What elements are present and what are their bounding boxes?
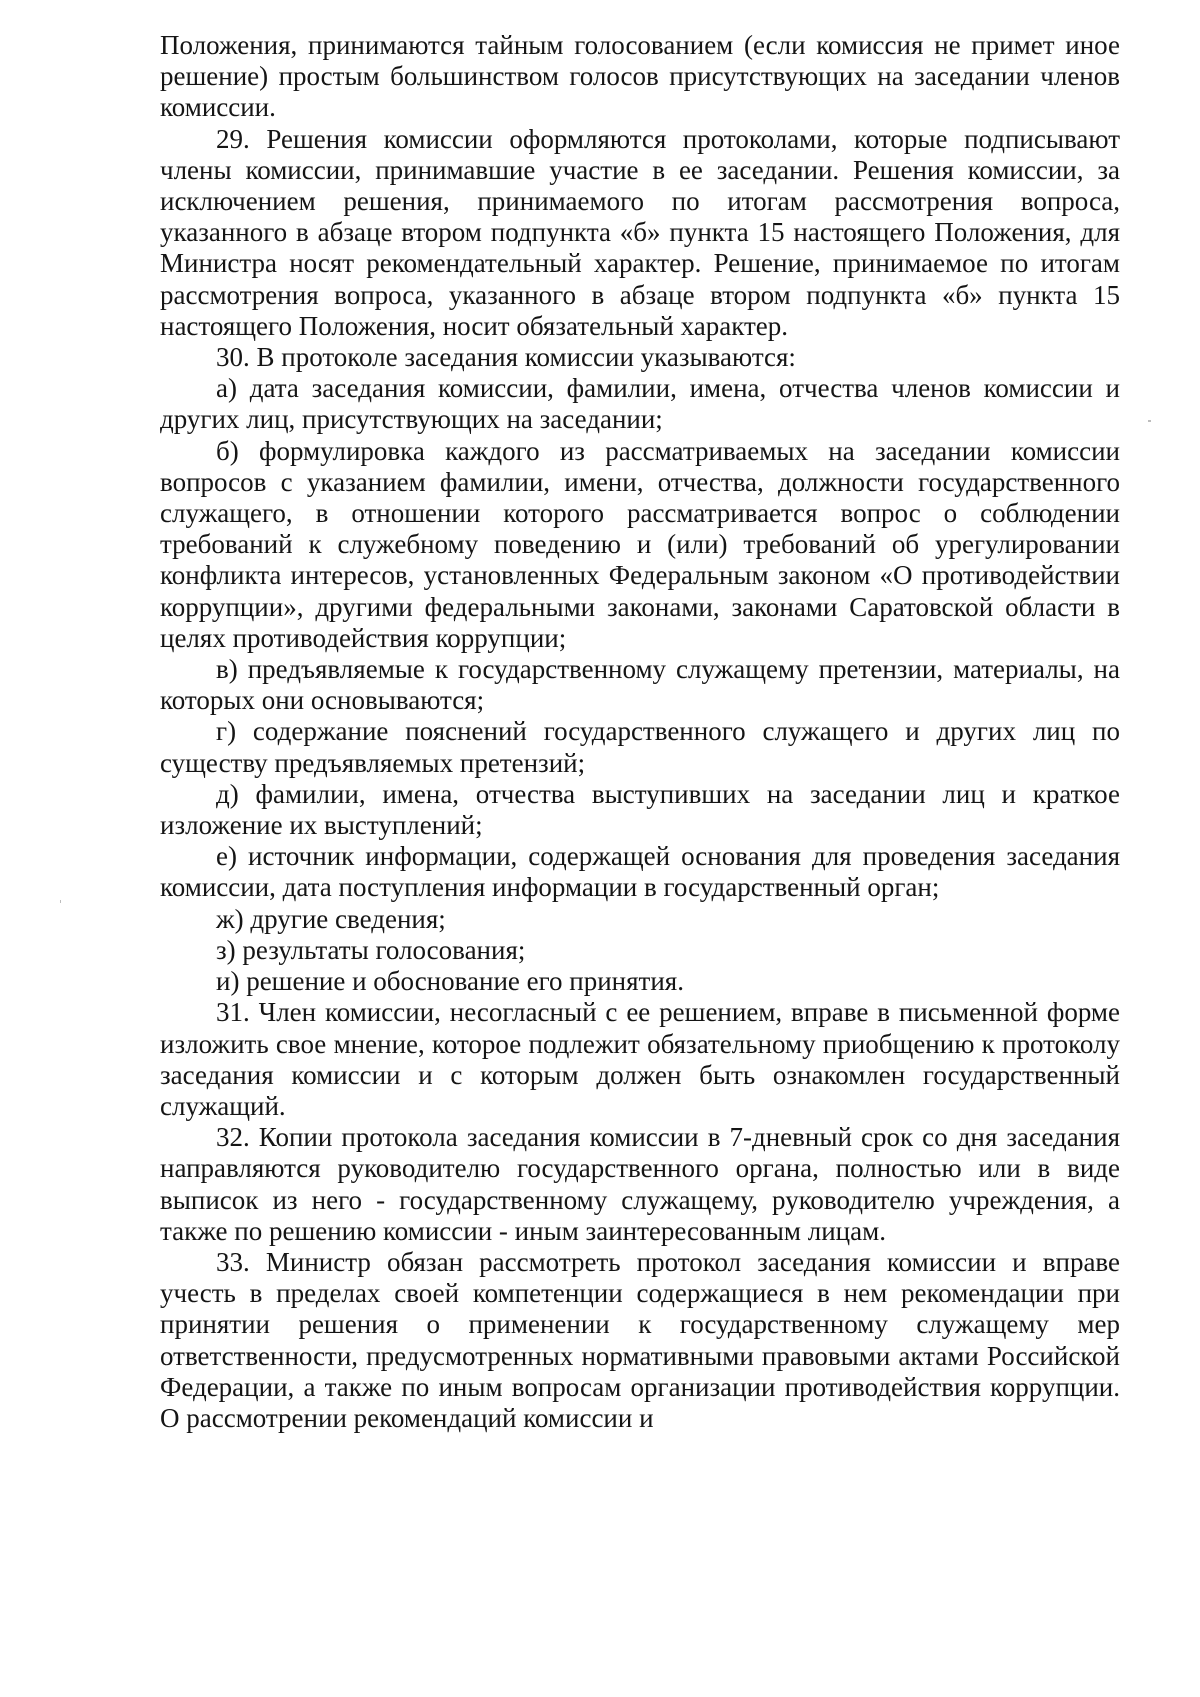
subitem-i: и) решение и обоснование его принятия.: [216, 966, 684, 997]
document-body: [160, 30, 1120, 1434]
paragraph-continuation: Положения, принимаются тайным голосованием (если комиссия не примет иное решение) простым большинством голосов присутствующих на заседании членов комиссии.: [160, 30, 1120, 123]
subitem-z: з) результаты голосования;: [216, 934, 526, 965]
subitem-v: в) предъявляемые к государственному служащему претензии, материалы, на которых они основываются;: [160, 654, 1120, 716]
paragraph-item-29: 29. Решения комиссии оформляются протоколами, которые подписывают члены комиссии, принимавшие участие в ее заседании. Решения комиссии, за исключением решения, принимаемого по итогам рассмотрения вопроса, указанного в абзаце втором подпункта «б» пункта 15 настоящего Положения, для Министра носят рекомендательный характер. Решение, принимаемое по итогам рассмотрения вопроса, указанного в абзаце втором подпункта «б» пункта 15 настоящего Положения, носит обязательный характер.: [160, 123, 1120, 341]
subitem-zh: ж) другие сведения;: [216, 903, 446, 934]
paragraph-item-30: 30. В протоколе заседания комиссии указываются:: [216, 342, 796, 373]
subitem-b: б) формулировка каждого из рассматриваемых на заседании комиссии вопросов с указанием фамилии, имени, отчества, должности государственного служащего, в отношении которого рассматривается вопрос о соблюдении требований к служебному поведению и (или) требований об урегулировании конфликта интересов, установленных Федеральным законом «О противодействии коррупции», другими федеральными законами, законами Саратовской области в целях противодействия коррупции;: [160, 435, 1120, 653]
subitem-g: г) содержание пояснений государственного служащего и других лиц по существу предъявляемых претензий;: [160, 716, 1120, 778]
scan-speck: [60, 900, 61, 903]
paragraph-item-32: 32. Копии протокола заседания комиссии в 7-дневный срок со дня заседания направляются руководителю государственного органа, полностью или в виде выписок из него - государственному служащему, руководителю учреждения, а также по решению комиссии - иным заинтересованным лицам.: [160, 1122, 1120, 1246]
scan-speck: [1148, 420, 1151, 422]
subitem-e: е) источник информации, содержащей основания для проведения заседания комиссии, дата поступления информации в государственный орган;: [160, 841, 1120, 903]
paragraph-item-33: 33. Министр обязан рассмотреть протокол заседания комиссии и вправе учесть в пределах своей компетенции содержащиеся в нем рекомендации при принятии решения о применении к государственному служащему мер ответственности, предусмотренных нормативными правовыми актами Российской Федерации, а также по иным вопросам организации противодействия коррупции. О рассмотрении рекомендаций комиссии и: [160, 1246, 1120, 1433]
subitem-d: д) фамилии, имена, отчества выступивших на заседании лиц и краткое изложение их выступлений;: [160, 778, 1120, 841]
subitem-a: а) дата заседания комиссии, фамилии, имена, отчества членов комиссии и других лиц, присутствующих на заседании;: [160, 373, 1120, 435]
paragraph-item-31: 31. Член комиссии, несогласный с ее решением, вправе в письменной форме изложить свое мнение, которое подлежит обязательному приобщению к протоколу заседания комиссии и с которым должен быть ознакомлен государственный служащий.: [160, 997, 1120, 1121]
